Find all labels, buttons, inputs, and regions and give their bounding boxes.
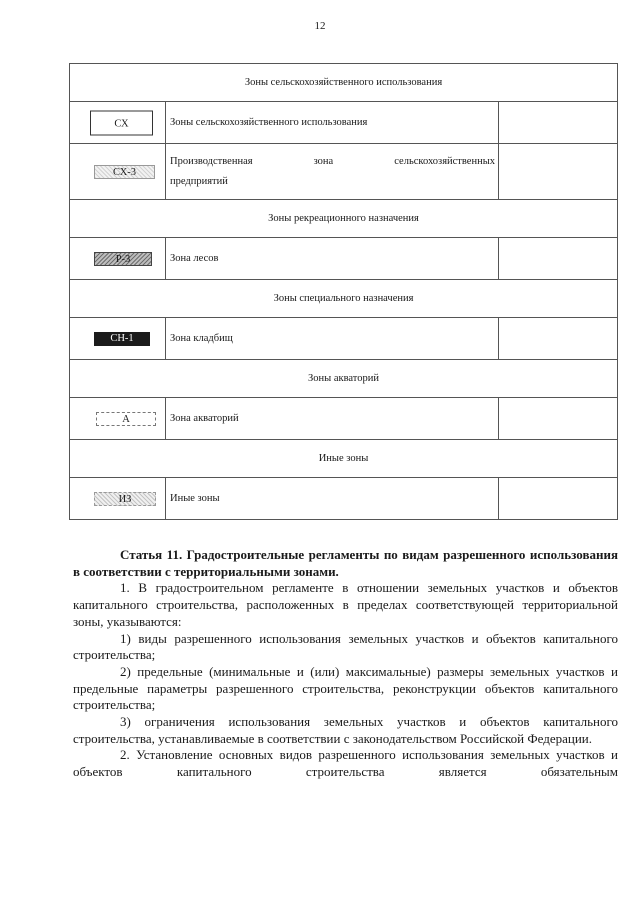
- zone-name: Зона акваторий: [166, 398, 499, 440]
- zone-code-swatch: ИЗ: [94, 492, 156, 506]
- article-body: [73, 547, 618, 781]
- zone-name: Иные зоны: [166, 478, 499, 520]
- zone-empty-cell: [499, 318, 618, 360]
- group-header-row: [70, 360, 618, 398]
- group-header-row: [70, 64, 618, 102]
- zone-code-cell: [70, 102, 166, 144]
- zone-code-swatch: СН-1: [94, 332, 150, 346]
- article-paragraph: 1. В градостроительном регламенте в отношении земельных участков и объектов капитального строительства, расположенных в пределах соответствующей территориальной зоны, указываются:: [73, 580, 618, 629]
- group-title: Иные зоны: [70, 440, 618, 478]
- zone-code-swatch: СХ: [90, 110, 153, 135]
- zone-code-cell: [70, 238, 166, 280]
- zone-empty-cell: [499, 102, 618, 144]
- zone-code-swatch: Р-3: [94, 252, 152, 266]
- group-header-row: [70, 440, 618, 478]
- zone-code-swatch: А: [96, 412, 156, 426]
- zone-empty-cell: [499, 238, 618, 280]
- group-title: Зоны сельскохозяйственного использования: [70, 64, 618, 102]
- zone-code-cell: [70, 478, 166, 520]
- article-paragraph: 2. Установление основных видов разрешенного использования земельных участков и объектов капитального строительства является обязательным: [73, 747, 618, 780]
- group-title: Зоны специального назначения: [70, 280, 618, 318]
- zone-row: [70, 238, 618, 280]
- article-paragraph: 3) ограничения использования земельных участков и объектов капитального строительства, устанавливаемые в соответствии с законодательством Российской Федерации.: [73, 714, 618, 746]
- zone-name-line-1: Производственная зона сельскохозяйственных: [170, 155, 495, 167]
- zone-name: [166, 144, 499, 200]
- article-paragraph: 2) предельные (минимальные и (или) максимальные) размеры земельных участков и предельные параметры разрешенного строительства, реконструкции объектов капитального строительства;: [73, 663, 618, 713]
- group-title: Зоны рекреационного назначения: [70, 200, 618, 238]
- zone-row: [70, 398, 618, 440]
- group-header-row: [70, 200, 618, 238]
- zone-code-cell: [70, 144, 166, 200]
- zone-name-line-2: предприятий: [170, 175, 228, 187]
- zone-name: Зона лесов: [166, 238, 499, 280]
- zone-name: Зоны сельскохозяйственного использования: [166, 102, 499, 144]
- article-title: Статья 11. Градостроительные регламенты по видам разрешенного использования в соответствии с территориальными зонами.: [73, 547, 618, 579]
- group-title: Зоны акваторий: [70, 360, 618, 398]
- zone-empty-cell: [499, 398, 618, 440]
- group-header-row: [70, 280, 618, 318]
- zone-name: Зона кладбищ: [166, 318, 499, 360]
- zone-code-cell: [70, 318, 166, 360]
- zone-row: [70, 318, 618, 360]
- zone-legend-table: [69, 63, 618, 520]
- zone-code-cell: [70, 398, 166, 440]
- zone-row: [70, 478, 618, 520]
- zone-empty-cell: [499, 144, 618, 200]
- zone-code-swatch: СХ-3: [94, 165, 155, 179]
- zone-row: [70, 102, 618, 144]
- zone-row: [70, 144, 618, 200]
- article-paragraph: 1) виды разрешенного использования земельных участков и объектов капитального строительства;: [73, 630, 618, 663]
- page-number: 12: [314, 20, 326, 32]
- zone-empty-cell: [499, 478, 618, 520]
